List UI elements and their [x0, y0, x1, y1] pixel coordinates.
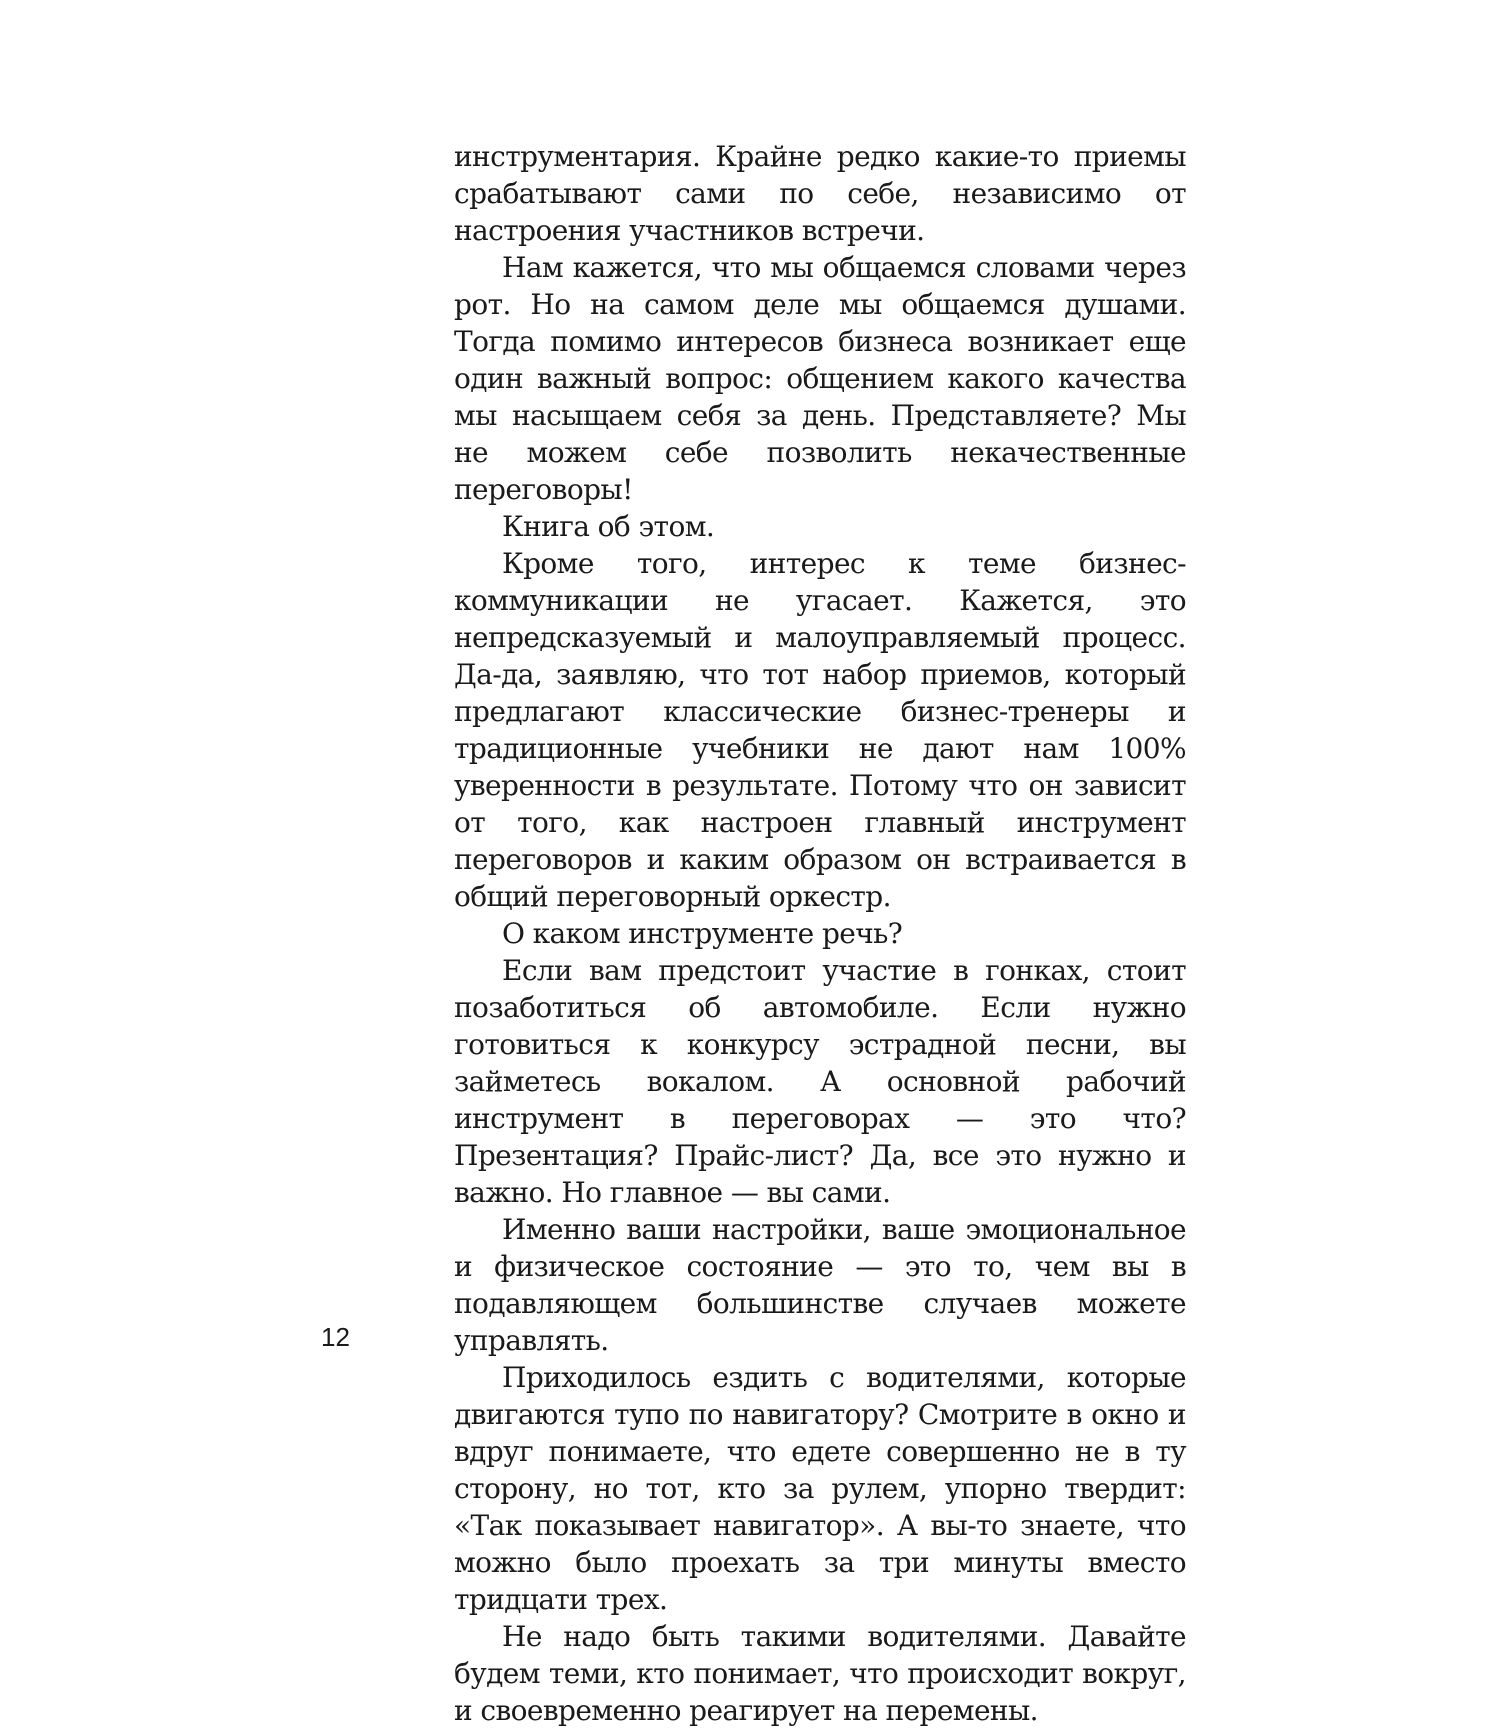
paragraph-3: Книга об этом.: [502, 510, 715, 543]
paragraph-5: О каком инструменте речь?: [502, 917, 903, 950]
paragraph-1: инструментария. Крайне редко какие-то приемы срабатывают сами по себе, независимо от настроения участников встречи.: [454, 140, 1186, 247]
paragraph-6: Если вам предстоит участие в гонках, стоит позаботиться об автомобиле. Если нужно готовиться к конкурсу эстрадной песни, вы займетесь вокалом. А основной рабочий инструмент в переговорах — это что? Презентация? Прайс-лист? Да, все это нужно и важно. Но главное — вы сами.: [454, 954, 1186, 1209]
paragraph-2: Нам кажется, что мы общаемся словами через рот. Но на самом деле мы общаемся душами. Тогда помимо интересов бизнеса возникает еще один важный вопрос: общением какого качества мы насыщаем себя за день. Представляете? Мы не можем себе позволить некачественные переговоры!: [454, 251, 1186, 506]
paragraph-9: Не надо быть такими водителями. Давайте будем теми, кто понимает, что происходит вокруг, и своевременно реагирует на перемены.: [454, 1620, 1186, 1727]
page-number: 12: [321, 1322, 350, 1352]
body-text: [454, 138, 1186, 1729]
paragraph-4: Кроме того, интерес к теме бизнес-коммуникации не угасает. Кажется, это непредсказуемый и малоуправляемый процесс. Да-да, заявляю, что тот набор приемов, который предлагают классические бизнес-тренеры и традиционные учебники не дают нам 100% уверенности в результате. Потому что он зависит от того, как настроен главный инструмент переговоров и каким образом он встраивается в общий переговорный оркестр.: [454, 547, 1186, 913]
paragraph-8: Приходилось ездить с водителями, которые двигаются тупо по навигатору? Смотрите в окно и вдруг понимаете, что едете совершенно не в ту сторону, но тот, кто за рулем, упорно твердит: «Так показывает навигатор». А вы-то знаете, что можно было проехать за три минуты вместо тридцати трех.: [454, 1361, 1186, 1616]
paragraph-7: Именно ваши настройки, ваше эмоциональное и физическое состояние — это то, чем вы в подавляющем большинстве случаев можете управлять.: [454, 1213, 1186, 1357]
